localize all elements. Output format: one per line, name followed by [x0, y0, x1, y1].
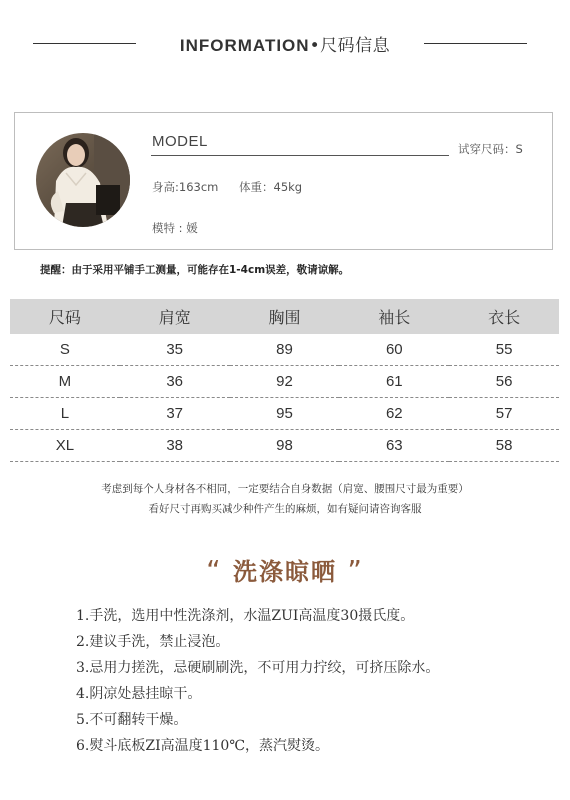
list-item: 3.忌用力搓洗，忌硬刷刷洗，不可用力拧绞，可挤压除水。	[76, 660, 440, 676]
table-cell: 55	[449, 334, 559, 366]
page-title-separator: •	[309, 36, 321, 56]
table-cell: 60	[339, 334, 449, 366]
reminder-label: 提醒	[40, 264, 61, 276]
model-photo	[36, 133, 130, 227]
size-table-header-row	[10, 299, 559, 334]
list-item: 1.手洗，选用中性洗涤剂，水温ZUI高温度30摄氏度。	[76, 608, 415, 624]
table-cell: 57	[449, 398, 559, 430]
page-title-en: INFORMATION	[179, 36, 310, 55]
model-height: 身高:163cm	[152, 180, 219, 194]
washing-section-title	[0, 552, 570, 587]
table-row	[10, 430, 559, 462]
table-cell: 35	[120, 334, 230, 366]
header-length: 衣长	[449, 299, 559, 334]
table-row	[10, 398, 559, 430]
table-cell: 58	[449, 430, 559, 462]
model-info-card	[14, 112, 553, 250]
table-row	[10, 366, 559, 398]
size-advice-note-2: 看好尺寸再购买减少种件产生的麻烦，如有疑问请咨询客服	[148, 503, 422, 515]
list-item: 4.阴凉处悬挂晾干。	[76, 686, 202, 702]
table-cell: 95	[230, 398, 340, 430]
reminder-text: 由于采用平铺手工测量，可能存在1-4cm误差，敬请谅解。	[71, 264, 350, 276]
model-weight-label: 体重	[239, 180, 262, 194]
model-name-label: 模特	[152, 221, 175, 235]
model-weight-value: 45kg	[273, 180, 303, 194]
list-item: 6.熨斗底板ZI高温度110℃，蒸汽熨烫。	[76, 738, 329, 754]
header-chest: 胸围	[230, 299, 340, 334]
table-cell: 98	[230, 430, 340, 462]
table-cell: 92	[230, 366, 340, 398]
table-cell: 37	[120, 398, 230, 430]
model-name-value: 媛	[186, 221, 198, 235]
size-table	[10, 299, 559, 462]
table-row	[10, 334, 559, 366]
header-rule-left	[33, 43, 136, 44]
table-cell: L	[10, 398, 120, 430]
table-cell: S	[10, 334, 120, 366]
table-cell: 62	[339, 398, 449, 430]
model-underline	[151, 155, 449, 156]
model-label: MODEL	[152, 133, 208, 150]
table-cell: 56	[449, 366, 559, 398]
open-quote: “	[206, 554, 223, 587]
model-weight: 体重：45kg	[239, 180, 303, 194]
model-height-value: 163cm	[178, 180, 219, 194]
model-height-label: 身高	[152, 180, 175, 194]
measurement-reminder: 提醒：由于采用平铺手工测量，可能存在1-4cm误差，敬请谅解。	[40, 264, 350, 276]
model-avatar	[36, 133, 130, 227]
size-advice-note-1: 考虑到每个人身材各不相同，一定要结合自身数据（肩宽、腰围尺寸最为重要）	[101, 483, 469, 495]
list-item: 5.不可翻转干燥。	[76, 712, 188, 728]
model-size-value: S	[515, 142, 523, 156]
model-size-label: 试穿尺码	[458, 142, 504, 156]
washing-title-text: 洗涤晾晒	[233, 558, 337, 586]
header-size: 尺码	[10, 299, 120, 334]
table-cell: 38	[120, 430, 230, 462]
table-cell: 89	[230, 334, 340, 366]
table-cell: 63	[339, 430, 449, 462]
list-item: 2.建议手洗，禁止浸泡。	[76, 634, 230, 650]
table-cell: 36	[120, 366, 230, 398]
model-name: 模特 : 媛	[152, 221, 198, 235]
table-cell: M	[10, 366, 120, 398]
table-cell: XL	[10, 430, 120, 462]
header-sleeve: 袖长	[339, 299, 449, 334]
header-rule-right	[424, 43, 527, 44]
close-quote: ”	[347, 554, 364, 587]
washing-instructions	[76, 603, 439, 759]
header-shoulder: 肩宽	[120, 299, 230, 334]
page-title	[140, 31, 430, 56]
page-title-cn: 尺码信息	[320, 36, 391, 56]
model-size: 试穿尺码：S	[458, 142, 523, 156]
table-cell: 61	[339, 366, 449, 398]
